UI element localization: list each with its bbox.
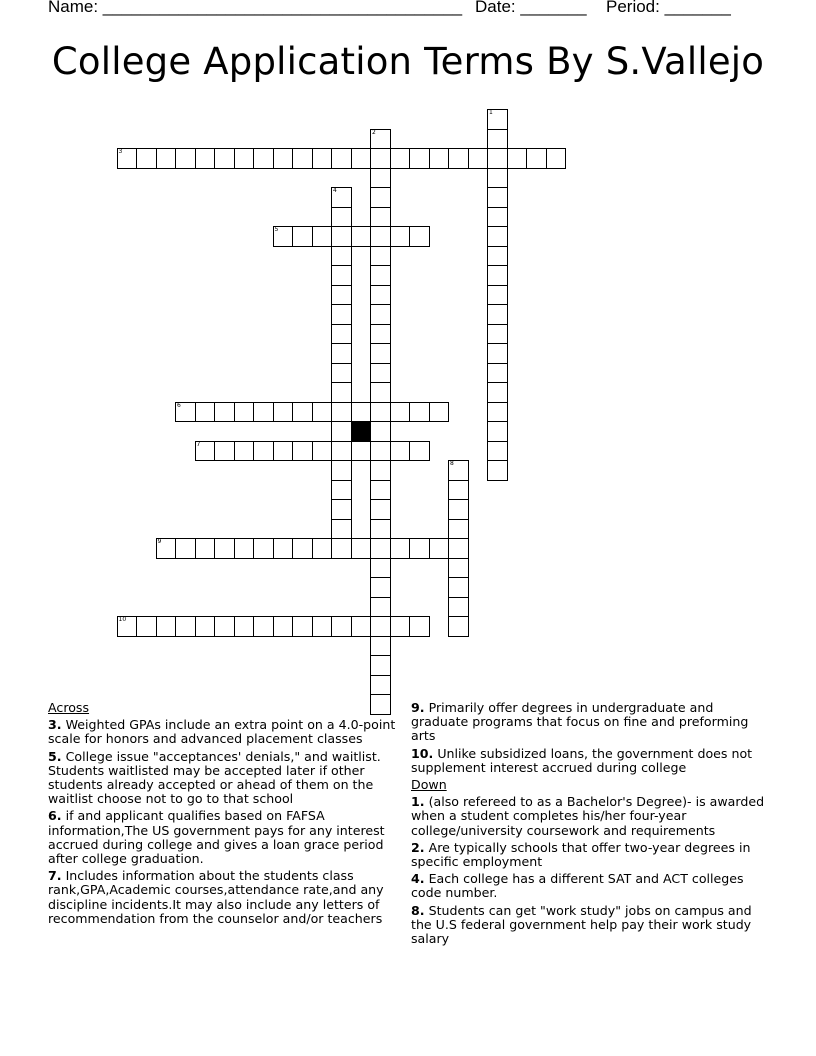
grid-cell[interactable] (331, 616, 352, 637)
grid-cell[interactable] (370, 499, 391, 520)
grid-cell[interactable] (370, 675, 391, 696)
grid-cell[interactable] (312, 441, 333, 462)
grid-cell[interactable] (487, 207, 508, 228)
grid-cell[interactable] (331, 363, 352, 384)
date-field[interactable]: Date: _______ (475, 0, 587, 16)
grid-cell[interactable] (253, 441, 274, 462)
grid-cell[interactable] (117, 616, 138, 637)
grid-cell[interactable] (331, 207, 352, 228)
grid-cell[interactable] (312, 402, 333, 423)
grid-cell[interactable] (370, 636, 391, 657)
grid-cell[interactable] (487, 168, 508, 189)
grid-cell[interactable] (370, 285, 391, 306)
grid-cell[interactable] (370, 168, 391, 189)
grid-cell[interactable] (234, 402, 255, 423)
grid-cell[interactable] (331, 538, 352, 559)
grid-cell[interactable] (351, 538, 372, 559)
grid-cell[interactable] (370, 246, 391, 267)
grid-cell[interactable] (234, 148, 255, 169)
grid-cell[interactable] (390, 226, 411, 247)
clue-across-10: 10. Unlike subsidized loans, the government does not supplement interest accrued during college (411, 745, 753, 775)
grid-cell[interactable] (195, 402, 216, 423)
grid-cell[interactable] (214, 616, 235, 637)
grid-cell[interactable] (331, 402, 352, 423)
grid-cell[interactable] (195, 148, 216, 169)
grid-cell[interactable] (331, 499, 352, 520)
across-heading: Across (48, 700, 90, 715)
grid-cell[interactable] (448, 480, 469, 501)
grid-cell[interactable] (292, 538, 313, 559)
grid-cell[interactable] (253, 148, 274, 169)
clue-down-1: 1. (also refereed to as a Bachelor's Degree)- is awarded when a student completes his/her four-year college/university coursework and requirements (411, 794, 765, 838)
grid-cell[interactable] (331, 285, 352, 306)
grid-cell[interactable] (409, 538, 430, 559)
grid-cell[interactable] (448, 148, 469, 169)
grid-cell[interactable] (429, 538, 450, 559)
clue-number: 6 (177, 401, 181, 409)
clues-left-column (48, 701, 400, 929)
grid-cell[interactable] (370, 187, 391, 208)
grid-cell[interactable] (273, 226, 294, 247)
grid-cell[interactable] (370, 226, 391, 247)
grid-cell[interactable] (195, 538, 216, 559)
grid-cell[interactable] (370, 519, 391, 540)
grid-cell[interactable] (448, 460, 469, 481)
grid-cell[interactable] (351, 616, 372, 637)
clue-down-4: 4. Each college has a different SAT and ACT colleges code number. (411, 871, 744, 901)
clue-number: 5 (274, 226, 279, 233)
grid-cell[interactable] (370, 441, 391, 462)
grid-cell[interactable] (292, 441, 313, 462)
grid-cell[interactable] (370, 324, 391, 345)
down-heading: Down (411, 777, 447, 793)
grid-cell[interactable] (526, 148, 547, 169)
grid-cell[interactable] (292, 148, 313, 169)
grid-cell[interactable] (409, 226, 430, 247)
grid-cell[interactable] (370, 480, 391, 501)
clue-number: 10 (118, 616, 127, 623)
grid-cell[interactable] (273, 402, 294, 423)
clue-number: 1 (489, 109, 493, 116)
grid-cell[interactable] (487, 363, 508, 384)
grid-cell[interactable] (370, 421, 391, 442)
grid-cell[interactable] (370, 148, 391, 169)
grid-cell[interactable] (409, 616, 430, 637)
clue-across-5: 5. College issue "acceptances' denials," and waitlist. Students waitlisted may be accepted later if other students already accepted or ahead of them on the waitlist choose not to go to that school (48, 748, 381, 807)
grid-cell[interactable] (312, 616, 333, 637)
grid-cell[interactable] (370, 460, 391, 481)
grid-cell[interactable] (351, 148, 372, 169)
grid-cell[interactable] (370, 616, 391, 637)
clue-down-2: 2. Are typically schools that offer two-year degrees in specific employment (411, 839, 751, 870)
grid-cell[interactable] (312, 538, 333, 559)
grid-cell[interactable] (448, 577, 469, 598)
grid-cell[interactable] (429, 148, 450, 169)
grid-cell[interactable] (214, 402, 235, 423)
grid-cell[interactable] (370, 207, 391, 228)
grid-cell[interactable] (390, 148, 411, 169)
clue-across-3: 3. Weighted GPAs include an extra point on a 4.0-point scale for honors and advanced placement classes (48, 717, 396, 747)
grid-cell[interactable] (487, 402, 508, 423)
grid-cell[interactable] (331, 246, 352, 267)
grid-cell[interactable] (351, 402, 372, 423)
grid-cell[interactable] (331, 187, 352, 208)
grid-cell[interactable] (214, 441, 235, 462)
grid-cell[interactable] (487, 226, 508, 247)
grid-cell[interactable] (156, 148, 177, 169)
grid-cell[interactable] (409, 441, 430, 462)
grid-cell[interactable] (195, 616, 216, 637)
grid-cell[interactable] (331, 343, 352, 364)
grid-cell[interactable] (487, 285, 508, 306)
grid-cell[interactable] (175, 538, 196, 559)
grid-cell[interactable] (331, 324, 352, 345)
grid-cell[interactable] (292, 402, 313, 423)
grid-cell[interactable] (370, 402, 391, 423)
grid-cell[interactable] (370, 597, 391, 618)
grid-cell[interactable] (234, 538, 255, 559)
grid-cell[interactable] (370, 265, 391, 286)
grid-cell[interactable] (487, 109, 508, 130)
grid-cell[interactable] (370, 558, 391, 579)
grid-cell[interactable] (214, 538, 235, 559)
grid-cell[interactable] (175, 402, 196, 423)
grid-cell[interactable] (507, 148, 528, 169)
clue-number: 3 (118, 148, 123, 155)
grid-cell[interactable] (487, 382, 508, 403)
grid-cell[interactable] (156, 616, 177, 637)
grid-cell-blocked (351, 421, 372, 442)
grid-cell[interactable] (487, 265, 508, 286)
grid-cell[interactable] (331, 460, 352, 481)
grid-cell[interactable] (351, 441, 372, 462)
grid-cell[interactable] (487, 460, 508, 481)
grid-cell[interactable] (370, 304, 391, 325)
grid-cell[interactable] (448, 538, 469, 559)
grid-cell[interactable] (331, 519, 352, 540)
grid-cell[interactable] (175, 616, 196, 637)
grid-cell[interactable] (175, 148, 196, 169)
clue-across-6: 6. if and applicant qualifies based on FAFSA information,The US government pays for any interest accrued during college and gives a loan grace period after college graduation. (48, 808, 385, 867)
grid-cell[interactable] (370, 343, 391, 364)
grid-cell[interactable] (370, 538, 391, 559)
grid-cell[interactable] (312, 148, 333, 169)
clue-number: 8 (450, 460, 454, 467)
grid-cell[interactable] (487, 304, 508, 325)
grid-cell[interactable] (448, 616, 469, 637)
grid-cell[interactable] (390, 441, 411, 462)
grid-cell[interactable] (448, 499, 469, 520)
grid-cell[interactable] (331, 226, 352, 247)
grid-cell[interactable] (487, 148, 508, 169)
grid-cell[interactable] (331, 265, 352, 286)
grid-cell[interactable] (331, 304, 352, 325)
grid-cell[interactable] (487, 441, 508, 462)
grid-cell[interactable] (370, 129, 391, 150)
grid-cell[interactable] (409, 402, 430, 423)
grid-cell[interactable] (487, 129, 508, 150)
clue-number: 2 (372, 128, 376, 136)
grid-cell[interactable] (546, 148, 567, 169)
page-title: College Application Terms By S.Vallejo (51, 40, 765, 83)
clue-down-8: 8. Students can get "work study" jobs on campus and the U.S federal government help pay their work study salary (411, 902, 752, 947)
clue-across-7: 7. Includes information about the students class rank,GPA,Academic courses,attendance rate,and any discipline incidents.It may also include any letters of recommendation from the counselor and/or teachers (48, 868, 384, 926)
grid-cell[interactable] (273, 538, 294, 559)
grid-cell[interactable] (273, 616, 294, 637)
clue-number: 9 (157, 538, 162, 545)
grid-cell[interactable] (351, 226, 372, 247)
grid-cell[interactable] (487, 324, 508, 345)
clue-across-9: 9. Primarily offer degrees in undergraduate and graduate programs that focus on fine and preforming arts (411, 700, 749, 744)
grid-cell[interactable] (331, 421, 352, 442)
grid-cell[interactable] (390, 402, 411, 423)
grid-cell[interactable] (468, 148, 489, 169)
grid-cell[interactable] (370, 577, 391, 598)
grid-cell[interactable] (448, 558, 469, 579)
grid-cell[interactable] (487, 343, 508, 364)
grid-cell[interactable] (234, 616, 255, 637)
grid-cell[interactable] (409, 148, 430, 169)
grid-cell[interactable] (390, 538, 411, 559)
grid-cell[interactable] (429, 402, 450, 423)
grid-cell[interactable] (487, 246, 508, 267)
grid-cell[interactable] (370, 363, 391, 384)
grid-cell[interactable] (253, 538, 274, 559)
grid-cell[interactable] (136, 616, 157, 637)
period-field[interactable]: Period: _______ (606, 0, 731, 16)
grid-cell[interactable] (273, 148, 294, 169)
grid-cell[interactable] (292, 226, 313, 247)
grid-cell[interactable] (253, 616, 274, 637)
grid-cell[interactable] (331, 480, 352, 501)
grid-cell[interactable] (312, 226, 333, 247)
grid-cell[interactable] (292, 616, 313, 637)
grid-cell[interactable] (214, 148, 235, 169)
name-field[interactable]: Name: ______________________________________ (48, 0, 463, 16)
grid-cell[interactable] (117, 148, 138, 169)
clue-number: 7 (196, 440, 201, 448)
grid-cell[interactable] (331, 148, 352, 169)
grid-cell[interactable] (253, 402, 274, 423)
clue-number: 4 (333, 187, 337, 194)
clues-right-column (411, 701, 769, 949)
grid-cell[interactable] (136, 148, 157, 169)
grid-cell[interactable] (370, 382, 391, 403)
grid-cell[interactable] (487, 187, 508, 208)
grid-cell[interactable] (234, 441, 255, 462)
grid-cell[interactable] (390, 616, 411, 637)
grid-cell[interactable] (487, 421, 508, 442)
grid-cell[interactable] (331, 382, 352, 403)
grid-cell[interactable] (156, 538, 177, 559)
grid-cell[interactable] (448, 597, 469, 618)
grid-cell[interactable] (370, 655, 391, 676)
grid-cell[interactable] (331, 441, 352, 462)
grid-cell[interactable] (448, 519, 469, 540)
grid-cell[interactable] (195, 441, 216, 462)
grid-cell[interactable] (273, 441, 294, 462)
